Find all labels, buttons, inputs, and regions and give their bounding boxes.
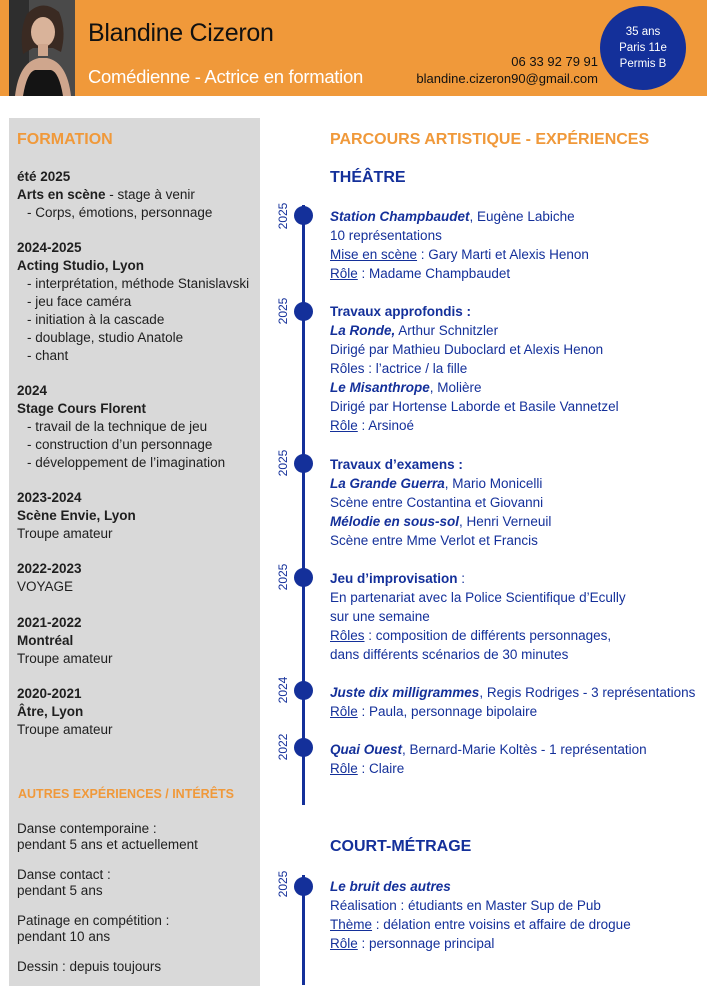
role-value: : Paula, personnage bipolaire [357, 704, 538, 719]
entry-heading: Jeu d’improvisation [330, 571, 458, 586]
partnership-text: En partenariat avec la Police Scientifique d’Ecully [330, 590, 626, 605]
timeline-dot [294, 302, 313, 321]
formation-entry [17, 239, 249, 365]
interest-item [17, 913, 169, 945]
play-author: , Henri Verneuil [459, 514, 552, 529]
timeline-dot [294, 738, 313, 757]
formation-detail: - développement de l’imagination [27, 455, 226, 470]
directed-by: Dirigé par Mathieu Duboclard et Alexis Henon [330, 342, 604, 357]
formation-period: 2021-2022 [17, 615, 82, 630]
play-author: , Molière [429, 380, 482, 395]
theatre-entry [330, 683, 695, 721]
play-title: Mélodie en sous-sol [330, 514, 460, 529]
formation-period: 2022-2023 [17, 561, 82, 576]
interest-item [17, 821, 198, 853]
role-label: Rôle [330, 266, 358, 281]
timeline-year: 2025 [276, 870, 290, 898]
formation-entry [17, 382, 225, 472]
formation-note: Troupe amateur [17, 526, 113, 541]
interest-item [17, 959, 161, 975]
timeline-year: 2025 [276, 202, 290, 230]
location-text: Paris 11e [619, 42, 667, 54]
short-film-entry [330, 877, 631, 953]
theatre-section-title: THÉÂTRE [330, 169, 406, 186]
formation-school: Stage Cours Florent [17, 401, 147, 416]
role-value: : personnage principal [357, 936, 495, 951]
formation-entry [17, 614, 113, 668]
play-details: , Bernard-Marie Koltès - 1 représentation [402, 742, 647, 757]
formation-entry [17, 685, 113, 739]
theatre-entry [330, 302, 619, 435]
play-title: Juste dix milligrammes [330, 685, 480, 700]
other-experiences-title: AUTRES EXPÉRIENCES / INTÉRÊTS [18, 787, 235, 801]
play-title: La Grande Guerra [330, 476, 445, 491]
formation-school: Acting Studio, Lyon [17, 258, 144, 273]
formation-title: FORMATION [17, 131, 113, 148]
formation-panel [9, 118, 260, 986]
portrait-image [9, 0, 75, 96]
play-author: Arthur Schnitzler [395, 323, 499, 338]
play-title: La Ronde, [330, 323, 396, 338]
interest-item [17, 867, 111, 899]
interest-duration: pendant 5 ans [17, 883, 103, 898]
timeline-year: 2025 [276, 449, 290, 477]
timeline-year: 2022 [276, 733, 290, 761]
timeline-year: 2024 [276, 676, 290, 704]
play-details: , Regis Rodriges - 3 représentations [479, 685, 696, 700]
interest-name: Danse contact : [17, 867, 111, 882]
theme-value: : délation entre voisins et affaire de drogue [372, 917, 631, 932]
roles-label: Rôles [330, 628, 365, 643]
candidate-subtitle: Comédienne - Actrice en formation [88, 66, 363, 87]
formation-school: Arts en scène [17, 187, 106, 202]
formation-note: Troupe amateur [17, 722, 113, 737]
role-label: Rôle [330, 418, 358, 433]
formation-detail: - travail de la technique de jeu [27, 419, 208, 434]
scene-text: Scène entre Mme Verlot et Francis [330, 533, 538, 548]
formation-school: Montréal [17, 633, 74, 648]
entry-heading: Travaux d’examens : [330, 457, 463, 472]
play-title: Station Champbaudet [330, 209, 470, 224]
age-text: 35 ans [625, 26, 661, 38]
formation-detail: - initiation à la cascade [27, 312, 165, 327]
role-label: Rôle [330, 704, 358, 719]
film-title: Le bruit des autres [330, 879, 451, 894]
timeline-dot [294, 206, 313, 225]
formation-detail: - Corps, émotions, personnage [27, 205, 213, 220]
role-label: Rôle [330, 936, 358, 951]
entry-heading: Travaux approfondis : [330, 304, 472, 319]
theatre-timeline-line [302, 205, 305, 805]
formation-detail: - jeu face caméra [27, 294, 132, 309]
interest-name: Patinage en compétition : [17, 913, 170, 928]
timeline-year: 2025 [276, 297, 290, 325]
roles-value: : composition de différents personnages, [364, 628, 612, 643]
email-address: blandine.cizeron90@gmail.com [416, 71, 598, 86]
timeline-dot [294, 568, 313, 587]
formation-entry [17, 560, 82, 596]
performance-count: 10 représentations [330, 228, 442, 243]
scene-text: Scène entre Costantina et Giovanni [330, 495, 544, 510]
theatre-entry [330, 455, 551, 550]
timeline-dot [294, 877, 313, 896]
formation-entry [17, 489, 136, 543]
formation-detail: - interprétation, méthode Stanislavski [27, 276, 250, 291]
theatre-entry [330, 740, 647, 778]
parcours-title: PARCOURS ARTISTIQUE - EXPÉRIENCES [330, 131, 650, 148]
timeline-year: 2025 [276, 563, 290, 591]
profile-photo [9, 0, 75, 96]
direction-value: : Gary Marti et Alexis Henon [417, 247, 589, 262]
formation-detail: - chant [27, 348, 69, 363]
personal-info-badge [600, 6, 686, 90]
scenario-text: dans différents scénarios de 30 minutes [330, 647, 569, 662]
play-author: , Mario Monicelli [444, 476, 543, 491]
candidate-name: Blandine Cizeron [88, 19, 274, 47]
formation-note: Troupe amateur [17, 651, 113, 666]
phone-number: 06 33 92 79 91 [511, 54, 598, 69]
interest-name: Danse contemporaine : [17, 821, 157, 836]
play-title: Le Misanthrope [330, 380, 430, 395]
theatre-entry [330, 569, 626, 664]
header-banner [0, 0, 707, 96]
timeline-dot [294, 681, 313, 700]
theatre-entry [330, 207, 589, 283]
formation-period: été 2025 [17, 169, 71, 184]
formation-period: 2020-2021 [17, 686, 82, 701]
play-title: Quai Ouest [330, 742, 403, 757]
formation-period: 2024-2025 [17, 240, 82, 255]
license-text: Permis B [619, 58, 667, 70]
formation-entry [17, 168, 212, 222]
formation-school: Âtre, Lyon [17, 704, 84, 719]
formation-period: 2023-2024 [17, 490, 82, 505]
short-film-section-title: COURT-MÉTRAGE [330, 838, 472, 855]
formation-period: 2024 [17, 383, 48, 398]
formation-note: VOYAGE [17, 579, 74, 594]
play-author: , Eugène Labiche [469, 209, 575, 224]
interest-name: Dessin : depuis toujours [17, 959, 162, 974]
role-value: : Arsinoé [357, 418, 415, 433]
theme-label: Thème [330, 917, 373, 932]
film-director: Réalisation : étudiants en Master Sup de Pub [330, 898, 601, 913]
role-label: Rôle [330, 761, 358, 776]
role-value: : Claire [357, 761, 405, 776]
roles-text: Rôles : l’actrice / la fille [330, 361, 468, 376]
interest-duration: pendant 5 ans et actuellement [17, 837, 198, 852]
formation-school-note: - stage à venir [105, 187, 195, 202]
entry-heading-colon: : [457, 571, 466, 586]
direction-label: Mise en scène [330, 247, 418, 262]
formation-school: Scène Envie, Lyon [17, 508, 136, 523]
directed-by: Dirigé par Hortense Laborde et Basile Vannetzel [330, 399, 619, 414]
duration-text: sur une semaine [330, 609, 430, 624]
formation-detail: - construction d’un personnage [27, 437, 213, 452]
timeline-dot [294, 454, 313, 473]
role-value: : Madame Champbaudet [357, 266, 511, 281]
interest-duration: pendant 10 ans [17, 929, 111, 944]
formation-detail: - doublage, studio Anatole [27, 330, 184, 345]
